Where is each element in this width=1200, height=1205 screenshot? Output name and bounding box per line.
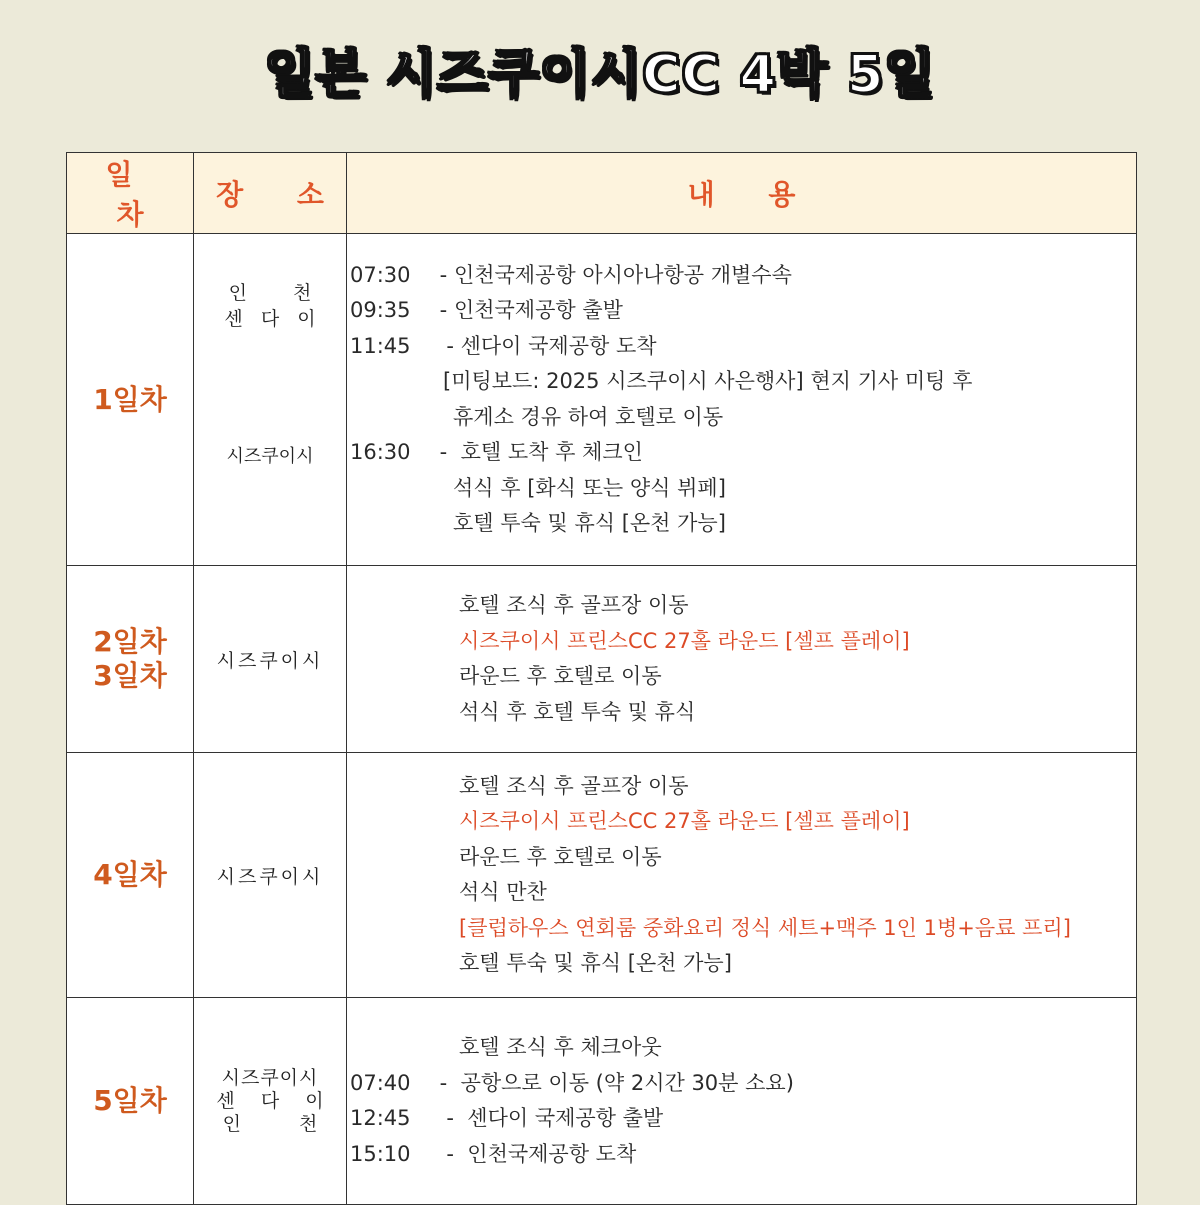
header-place: 장 소 — [194, 153, 347, 234]
place-cell — [194, 566, 347, 753]
content-cell — [347, 753, 1137, 998]
day-label: 3일차 — [93, 659, 167, 692]
schedule-line-highlight: 시즈쿠이시 프린스CC 27홀 라운드 [셀프 플레이] — [459, 809, 910, 833]
schedule-line: 호텔 조식 후 체크아웃 — [459, 1035, 662, 1059]
schedule-line: 07:40 - 공항으로 이동 (약 2시간 30분 소요) — [350, 1070, 794, 1095]
place-label: 시즈쿠이시 — [226, 446, 314, 467]
schedule-line: 라운드 후 호텔로 이동 — [459, 844, 662, 869]
schedule-line: 호텔 투숙 및 휴식 [온천 가능] — [459, 951, 732, 975]
place-label: 인 천 — [228, 282, 332, 304]
schedule-line: 호텔 조식 후 골프장 이동 — [459, 773, 689, 798]
schedule-line: 09:35 - 인천국제공항 출발 — [350, 298, 623, 322]
content-cell — [347, 998, 1137, 1205]
day-label: 4일차 — [93, 858, 167, 892]
place-cell — [194, 753, 347, 998]
schedule-line: 호텔 조식 후 골프장 이동 — [459, 593, 689, 617]
content-cell — [347, 234, 1137, 566]
schedule-line: 호텔 투숙 및 휴식 [온천 가능] — [453, 511, 726, 535]
table-header-row — [67, 153, 1137, 234]
day-label: 2일차 — [93, 625, 167, 659]
schedule-line: 12:45 - 센다이 국제공항 출발 — [350, 1106, 664, 1130]
content-cell — [347, 566, 1137, 753]
place-label: 센 다 이 — [216, 1089, 334, 1112]
schedule-line: 11:45 - 센다이 국제공항 도착 — [350, 333, 657, 358]
day-cell — [67, 753, 194, 998]
day-cell — [67, 566, 194, 753]
itinerary-table — [66, 152, 1137, 1205]
header-day: 일 차 — [67, 153, 194, 234]
day-cell — [67, 998, 194, 1205]
schedule-line: 석식 후 [화식 또는 양식 뷔페] — [453, 475, 726, 500]
table-row — [67, 998, 1137, 1205]
schedule-line-highlight: 시즈쿠이시 프린스CC 27홀 라운드 [셀프 플레이] — [459, 628, 910, 653]
place-cell — [194, 998, 347, 1205]
place-label: 센 다 이 — [224, 308, 322, 330]
table-row — [67, 566, 1137, 753]
schedule-line: 석식 후 호텔 투숙 및 휴식 — [459, 699, 696, 724]
schedule-line: 휴게소 경유 하여 호텔로 이동 — [453, 404, 724, 429]
schedule-line: 석식 만찬 — [459, 880, 547, 904]
day-label: 1일차 — [93, 382, 167, 416]
schedule-line-highlight: [클럽하우스 연회룸 중화요리 정식 세트+맥주 1인 1병+음료 프리] — [459, 915, 1071, 940]
schedule-line: 16:30 - 호텔 도착 후 체크인 — [350, 440, 643, 464]
place-label: 인 천 — [222, 1112, 344, 1135]
schedule-line: [미팅보드: 2025 시즈쿠이시 사은행사] 현지 기사 미팅 후 — [443, 369, 973, 393]
place-cell — [194, 234, 347, 566]
header-content: 내 용 — [347, 153, 1137, 234]
page-title: 일본 시즈쿠이시CC 4박 5일 — [264, 45, 936, 105]
place-label: 시즈쿠이시 — [216, 649, 324, 672]
table-row — [67, 234, 1137, 566]
schedule-line: 07:30 - 인천국제공항 아시아나항공 개별수속 — [350, 262, 792, 287]
day-cell — [67, 234, 194, 566]
schedule-line: 라운드 후 호텔로 이동 — [459, 664, 662, 688]
day-label: 5일차 — [93, 1084, 167, 1118]
table-row — [67, 753, 1137, 998]
schedule-line: 15:10 - 인천국제공항 도착 — [350, 1141, 637, 1166]
place-label: 시즈쿠이시 — [221, 1066, 319, 1089]
place-label: 시즈쿠이시 — [216, 865, 324, 888]
